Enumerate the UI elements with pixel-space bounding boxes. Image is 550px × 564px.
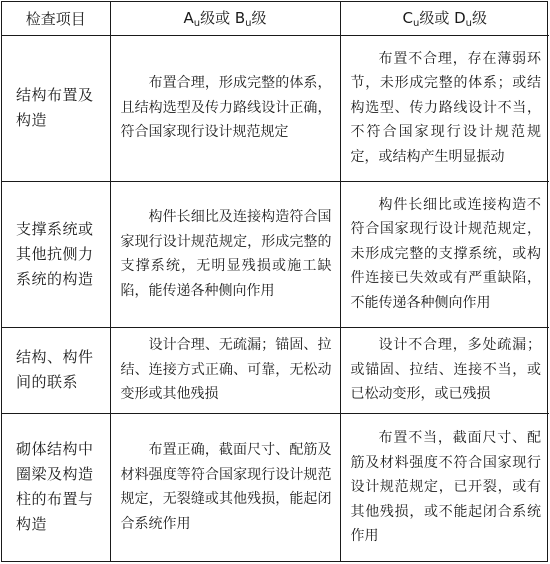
header-grade-cd bbox=[340, 2, 549, 35]
header-grade-b-letter: B bbox=[234, 9, 246, 28]
grade-ab-criteria-cell bbox=[110, 181, 340, 327]
header-row bbox=[2, 2, 549, 35]
grade-ab-criteria-cell bbox=[110, 327, 340, 413]
inspection-item-cell: 结构、构件间的联系 bbox=[2, 327, 110, 413]
table-row bbox=[2, 327, 549, 413]
grade-cd-criteria-cell bbox=[340, 413, 549, 561]
grade-ab-criteria-text: 设计合理、无疏漏；锚固、拉结、连接方式正确、可靠，无松动变形或其他残损 bbox=[120, 337, 332, 403]
header-inspection-item-text: 检查项目 bbox=[25, 9, 86, 28]
inspection-table bbox=[2, 2, 549, 561]
grade-ab-criteria-text: 布置合理，形成完整的体系，且结构选型及传力路线设计正确，符合国家现行设计规范规定 bbox=[120, 75, 332, 141]
grade-cd-criteria-text: 设计不合理，多处疏漏；或锚固、拉结、连接不当，或已松动变形，或已残损 bbox=[350, 337, 541, 403]
header-grade-ab-suffix: 级 bbox=[251, 9, 267, 28]
grade-cd-criteria-text: 构件长细比或连接构造不符合国家现行设计规范规定，未形成完整的支撑系统，或构件连接已失效或有严重缺陷，不能传递各种侧向作用 bbox=[350, 196, 541, 311]
header-grade-a-letter: A bbox=[183, 9, 194, 28]
header-grade-a-subscript: u bbox=[193, 18, 201, 30]
header-grade-c-subscript: u bbox=[412, 18, 420, 30]
inspection-item-cell: 砌体结构中圈梁及构造柱的布置与构造 bbox=[2, 413, 110, 561]
header-grade-c-letter: C bbox=[402, 9, 413, 28]
header-grade-d-letter: D bbox=[454, 9, 466, 28]
grade-cd-criteria-cell bbox=[340, 181, 549, 327]
header-grade-b-subscript: u bbox=[245, 18, 252, 30]
header-grade-d-subscript: u bbox=[465, 18, 472, 30]
inspection-item-cell: 支撑系统或其他抗侧力系统的构造 bbox=[2, 181, 110, 327]
inspection-table-frame bbox=[1, 1, 548, 562]
grade-ab-criteria-text: 构件长细比及连接构造符合国家现行设计规范规定，形成完整的支撑系统，无明显残损或施工缺陷，能传递各种侧向作用 bbox=[120, 209, 332, 299]
header-grade-cd-suffix: 级 bbox=[472, 9, 488, 28]
grade-cd-criteria-cell bbox=[340, 35, 549, 181]
table-row bbox=[2, 35, 549, 181]
grade-ab-criteria-text: 布置正确，截面尺寸、配筋及材料强度等符合国家现行设计规范规定，无裂缝或其他残损，能起闭合系统作用 bbox=[120, 442, 332, 532]
table-row bbox=[2, 413, 549, 561]
header-inspection-item bbox=[2, 2, 110, 35]
grade-cd-criteria-text: 布置不当，截面尺寸、配筋及材料强度不符合国家现行设计规范规定，已开裂，或有其他残损，或不能起闭合系统作用 bbox=[350, 430, 541, 544]
grade-cd-criteria-text: 布置不合理，存在薄弱环节，未形成完整的体系；或结构选型、传力路线设计不当，不符合国家现行设计规范规定，或结构产生明显振动 bbox=[350, 50, 541, 165]
grade-ab-criteria-cell bbox=[110, 413, 340, 561]
header-grade-ab-connector: 级或 bbox=[200, 9, 235, 28]
grade-cd-criteria-cell bbox=[340, 327, 549, 413]
header-grade-ab bbox=[110, 2, 340, 35]
grade-ab-criteria-cell bbox=[110, 35, 340, 181]
inspection-item-cell: 结构布置及构造 bbox=[2, 35, 110, 181]
header-grade-cd-connector: 级或 bbox=[419, 9, 455, 28]
table-row bbox=[2, 181, 549, 327]
